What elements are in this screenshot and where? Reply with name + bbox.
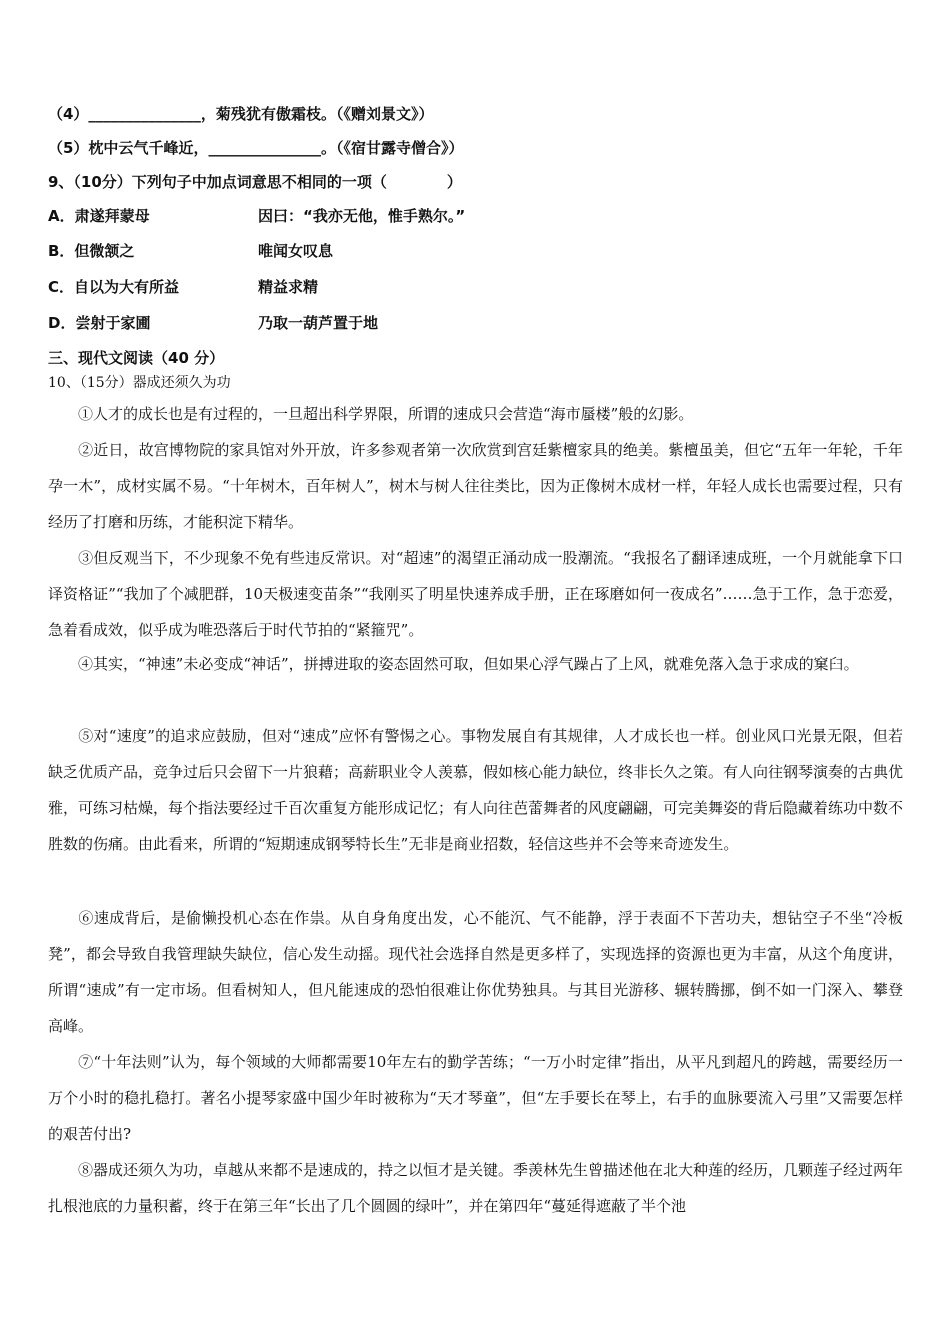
paragraph-8: ⑧器成还须久为功，卓越从来都不是速成的，持之以恒才是关键。季羡林先生曾描述他在北大种莲的经历，几颗莲子经过两年扎根池底的力量积蓄，终于在第三年“长出了几个圆圆的绿叶”，并在第四年“蔓延得遮蔽了半个池 [48,1161,904,1215]
q9-option-a-right: 因曰：“我亦无他，惟手熟尔。” [258,207,466,225]
q8-line-5: （5）枕中云气千峰近，_______________。（《宿甘露寺僧合》） [48,139,464,157]
paragraph-4: ④其实，“神速”未必变成“神话”，拼搏进取的姿态固然可取，但如果心浮气躁占了上风，就难免落入急于求成的窠臼。 [78,655,859,673]
q9-option-a-left: A．肃遂拜蒙母 [48,207,150,225]
paragraph-6: ⑥速成背后，是偷懒投机心态在作祟。从自身角度出发，心不能沉、气不能静，浮于表面不下苦功夫，想钻空子不坐“冷板凳”，都会导致自我管理缺失缺位，信心发生动摇。现代社会选择自然是更多样了，实现选择的资源也更为丰富，从这个角度讲，所谓“速成”有一定市场。但看树知人，但凡能速成的恐怕很难让你优势独具。与其目光游移、辗转腾挪，倒不如一门深入、攀登高峰。 [48,909,903,1035]
paragraph-3: ③但反观当下，不少现象不免有些违反常识。对“超速”的渴望正涌动成一股潮流。“我报名了翻译速成班，一个月就能拿下口译资格证”“我加了个减肥群，10天极速变苗条”“我刚买了明星快速养成手册，正在琢磨如何一夜成名”……急于工作，急于恋爱，急着看成效，似乎成为唯恐落后于时代节拍的“紧箍咒”。 [48,549,903,639]
q8-line-4: （4）_______________，菊残犹有傲霜枝。（《赠刘景文》） [48,105,434,123]
q9-option-b-left: B．但微颔之 [48,242,135,260]
paragraph-7: ⑦“十年法则”认为，每个领域的大师都需要10年左右的勤学苦练；“一万小时定律”指出，从平凡到超凡的跨越，需要经历一万个小时的稳扎稳打。著名小提琴家盛中国少年时被称为“天才琴童”，但“左手要长在琴上，右手的血脉要流入弓里”又需要怎样的艰苦付出? [48,1053,903,1143]
q10-title: 10、（15分）器成还须久为功 [48,375,231,391]
paragraph-2: ②近日，故宫博物院的家具馆对外开放，许多参观者第一次欣赏到宫廷紫檀家具的绝美。紫檀虽美，但它“五年一年轮，千年孕一木”，成材实属不易。“十年树木，百年树人”，树木与树人往往类比，因为正像树木成材一样，年轻人成长也需要过程，只有经历了打磨和历练，才能积淀下精华。 [48,441,903,531]
section-title: 三、现代文阅读（40 分） [48,349,225,367]
q9-option-c-right: 精益求精 [258,278,319,296]
paragraph-1: ①人才的成长也是有过程的，一旦超出科学界限，所谓的速成只会营造“海市蜃楼”般的幻影。 [78,405,694,423]
q9-stem: 9、（10分）下列句子中加点词意思不相同的一项（ ） [48,173,462,191]
q9-option-d-left: D．尝射于家圃 [48,314,151,332]
q9-option-d-right: 乃取一葫芦置于地 [258,314,379,332]
q9-option-b-right: 唯闻女叹息 [258,242,334,260]
paragraph-5: ⑤对“速度”的追求应鼓励，但对“速成”应怀有警惕之心。事物发展自有其规律，人才成长也一样。创业风口光景无限，但若缺乏优质产品，竞争过后只会留下一片狼藉；高薪职业令人羡慕，假如核心能力缺位，终非长久之策。有人向往钢琴演奏的古典优雅，可练习枯燥，每个指法要经过千百次重复方能形成记忆；有人向往芭蕾舞者的风度翩翩，可完美舞姿的背后隐藏着练功中数不胜数的伤痛。由此看来，所谓的“短期速成钢琴特长生”无非是商业招数，轻信这些并不会等来奇迹发生。 [48,727,904,853]
q9-option-c-left: C．自以为大有所益 [48,278,180,296]
